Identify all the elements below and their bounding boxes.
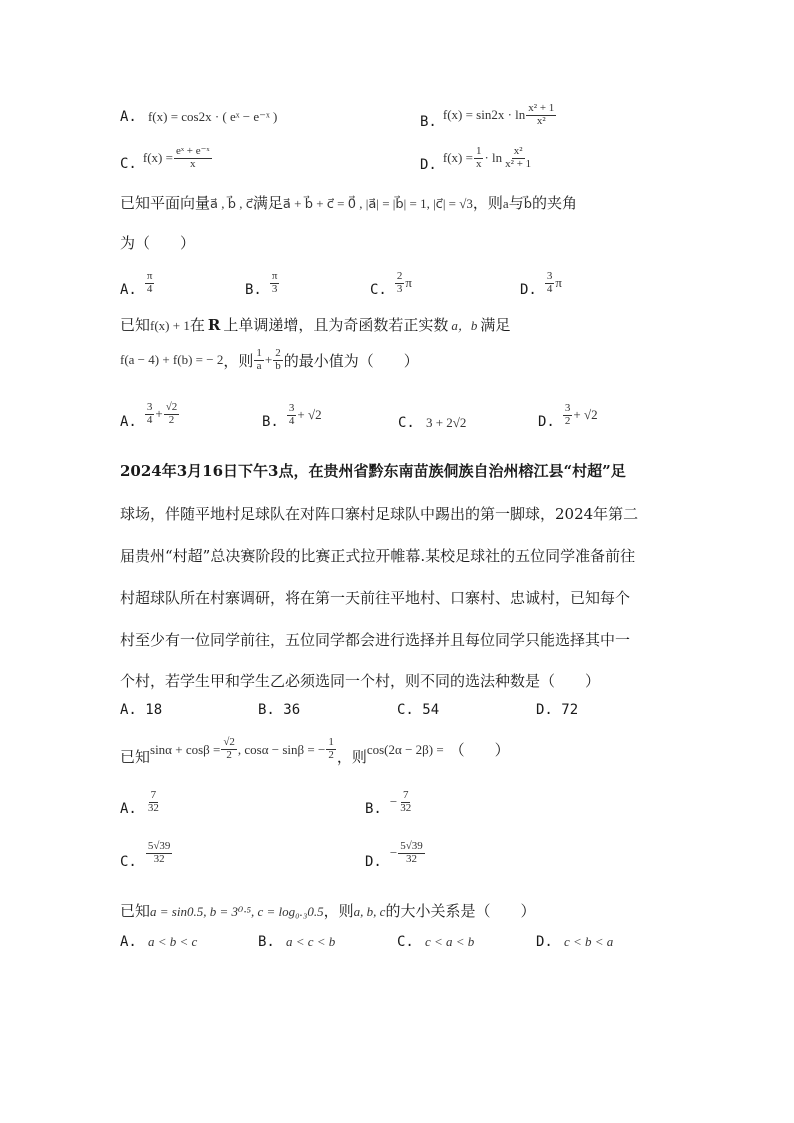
q6-option-a xyxy=(120,931,197,950)
q3-option-a xyxy=(120,398,180,430)
q6-option-b xyxy=(258,931,335,950)
fraction-denominator: 32 xyxy=(400,801,412,814)
option-math-prefix: f(x) = xyxy=(442,150,473,165)
fraction-denominator: x² + 1 xyxy=(505,157,532,170)
stem-math: a⃗ + b⃗ + c⃗ = 0⃗ , |a⃗| = |b⃗| = 1, |c⃗| = √3 xyxy=(282,196,473,211)
option-label: C. xyxy=(120,156,137,172)
stem-fraction xyxy=(273,348,283,372)
fraction-denominator: 4 xyxy=(288,414,295,427)
fraction-numerator: 5√39 xyxy=(147,839,171,852)
stem-math: a⃗ , b⃗ , c⃗ xyxy=(210,196,253,211)
q3-stem-line2 xyxy=(120,348,419,372)
fraction-denominator: 32 xyxy=(147,801,159,814)
q6-option-c xyxy=(397,931,474,950)
q4-stem-line1: 2024年3月16日下午3点，在贵州省黔东南苗族侗族自治州榕江县“村超”足 xyxy=(120,462,626,480)
option-label: A. xyxy=(120,414,137,430)
stem-text: 已知 xyxy=(120,748,151,766)
option-label: C. xyxy=(370,282,387,298)
option-math: c < b < a xyxy=(563,934,614,949)
fraction-numerator: 3 xyxy=(288,401,295,414)
option-fraction xyxy=(164,402,180,426)
q4-stem-line2: 球场，伴随平地村足球队在对阵口寨村足球队中踢出的第一脚球，2024年第二 xyxy=(120,505,639,523)
q6-stem xyxy=(120,900,535,921)
stem-text: 在 xyxy=(189,316,205,334)
stem-text: 满足 xyxy=(252,194,283,212)
stem-text: 满足 xyxy=(480,316,511,334)
option-label: A. xyxy=(120,282,137,298)
fraction-denominator: 2 xyxy=(226,749,232,761)
q4-option-d xyxy=(536,702,578,718)
fraction-denominator: 32 xyxy=(405,852,417,865)
q2-stem-line2: 为（ ） xyxy=(120,234,196,252)
stem-fraction xyxy=(221,737,237,761)
fraction-denominator: 4 xyxy=(146,413,153,426)
stem-text: 已知 xyxy=(120,316,151,334)
q5-stem xyxy=(120,732,510,767)
fraction-numerator: 1 xyxy=(475,144,482,157)
option-fraction xyxy=(145,402,155,426)
stem-text: ，则 xyxy=(336,748,367,766)
option-fraction xyxy=(503,146,533,170)
q5-option-a xyxy=(120,787,162,817)
option-math: a < b < c xyxy=(147,934,198,949)
option-math: f(x) = cos2x · ( eˣ − e⁻ˣ ) xyxy=(147,109,278,124)
q1-option-c xyxy=(120,144,213,172)
option-suffix: π xyxy=(555,275,562,290)
option-label: D. xyxy=(536,702,553,718)
stem-fraction xyxy=(326,737,336,761)
q4-stem-line4: 村超球队所在村寨调研，将在第一天前往平地村、口寨村、忠诚村，已知每个 xyxy=(120,589,631,607)
fraction-denominator: 3 xyxy=(396,282,403,295)
fraction-numerator: 1 xyxy=(256,347,262,359)
q5-option-d xyxy=(365,836,426,870)
fraction-denominator: 4 xyxy=(546,282,553,295)
option-fraction xyxy=(270,271,280,295)
option-value: 18 xyxy=(145,702,163,718)
fraction-numerator: eˣ + e⁻ˣ xyxy=(175,144,210,157)
option-label: C. xyxy=(397,702,414,718)
stem-math: R xyxy=(207,316,221,334)
option-label: B. xyxy=(262,414,279,430)
option-math-prefix: f(x) = xyxy=(142,150,173,165)
stem-math: sinα + cosβ = xyxy=(150,741,221,757)
q1-option-d xyxy=(420,143,534,173)
stem-math: , cosα − sinβ = − xyxy=(237,741,326,757)
stem-math: a, b, c xyxy=(353,904,386,919)
q3-option-c xyxy=(398,412,466,431)
stem-math: cos(2α − 2β) = xyxy=(366,741,444,757)
q3-option-d xyxy=(538,400,598,430)
stem-math: b⃗ xyxy=(523,196,532,211)
option-fraction xyxy=(146,790,161,814)
option-sign: − xyxy=(389,845,398,860)
fraction-denominator: x xyxy=(475,157,482,170)
q2-stem-line1 xyxy=(120,192,577,213)
option-label: D. xyxy=(420,157,437,173)
stem-text: ，则 xyxy=(323,902,354,920)
fraction-numerator: π xyxy=(146,269,153,282)
q2-option-d xyxy=(520,268,562,298)
option-fraction xyxy=(146,841,173,865)
option-label: B. xyxy=(245,282,262,298)
option-math: 3 + 2√2 xyxy=(425,415,467,430)
q5-option-b xyxy=(365,787,414,817)
fraction-denominator: 2 xyxy=(564,414,571,427)
option-label: D. xyxy=(520,282,537,298)
fraction-denominator: x² xyxy=(536,114,546,127)
option-label: A. xyxy=(120,702,137,718)
stem-text: 的夹角 xyxy=(531,194,577,212)
option-math: c < a < b xyxy=(424,934,475,949)
option-math: a < c < b xyxy=(285,934,336,949)
fraction-numerator: 3 xyxy=(546,269,553,282)
option-label: D. xyxy=(538,414,555,430)
fraction-numerator: √2 xyxy=(223,736,235,749)
option-sign: − xyxy=(389,794,398,809)
option-label: C. xyxy=(398,415,415,431)
option-label: B. xyxy=(258,934,275,950)
fraction-numerator: x² xyxy=(513,144,523,157)
option-fraction xyxy=(563,403,573,427)
fraction-denominator: b xyxy=(275,359,281,372)
q1-option-a xyxy=(120,106,277,125)
stem-text: ，则 xyxy=(472,194,503,212)
fraction-denominator: 4 xyxy=(146,282,153,295)
fraction-denominator: 32 xyxy=(153,852,165,865)
option-math: + xyxy=(155,406,163,421)
fraction-numerator: 3 xyxy=(564,401,571,414)
q2-option-a xyxy=(120,268,155,298)
option-fraction xyxy=(474,146,484,170)
fraction-denominator: 3 xyxy=(271,282,278,295)
stem-math: a xyxy=(502,196,509,211)
fraction-numerator: 3 xyxy=(146,400,153,413)
q4-stem-line3: 届贵州“村超”总决赛阶段的比赛正式拉开帷幕.某校足球社的五位同学准备前往 xyxy=(120,547,636,565)
stem-math: f(a − 4) + f(b) = − 2 xyxy=(120,352,224,368)
q2-option-c xyxy=(370,268,412,298)
option-label: A. xyxy=(120,109,137,125)
option-label: A. xyxy=(120,934,137,950)
option-fraction xyxy=(545,271,555,295)
option-label: B. xyxy=(420,114,437,130)
option-math: + √2 xyxy=(573,407,598,422)
fraction-numerator: 7 xyxy=(150,788,157,801)
fraction-numerator: π xyxy=(271,269,278,282)
stem-math: f(x) + 1 xyxy=(150,318,190,333)
option-label: A. xyxy=(120,801,137,817)
stem-text: 上单调递增，且为奇函数若正实数 xyxy=(223,316,449,334)
option-value: 54 xyxy=(422,702,440,718)
fraction-numerator: 2 xyxy=(275,347,281,359)
option-label: C. xyxy=(120,854,137,870)
option-fraction xyxy=(526,103,556,127)
q4-option-a xyxy=(120,702,162,718)
q6-option-d xyxy=(536,931,613,950)
option-fraction xyxy=(398,790,413,814)
q5-option-c xyxy=(120,836,173,870)
option-fraction xyxy=(174,146,212,170)
option-suffix: π xyxy=(405,275,412,290)
q3-option-b xyxy=(262,400,322,430)
fraction-numerator: 2 xyxy=(396,269,403,282)
q4-option-b xyxy=(258,702,300,718)
stem-fraction xyxy=(254,348,264,372)
fraction-numerator: x² + 1 xyxy=(528,101,555,114)
q4-option-c xyxy=(397,702,439,718)
option-fraction xyxy=(145,271,155,295)
stem-math: a，b xyxy=(451,318,478,333)
stem-text: 的最小值为（ ） xyxy=(283,351,419,370)
option-value: 72 xyxy=(561,702,579,718)
fraction-numerator: √2 xyxy=(165,400,178,413)
q4-stem-line6: 个村，若学生甲和学生乙必须选同一个村，则不同的选法种数是（ ） xyxy=(120,672,601,690)
option-label: C. xyxy=(397,934,414,950)
fraction-numerator: 1 xyxy=(328,736,334,749)
stem-text: 已知 xyxy=(120,902,151,920)
option-math-mid: · ln xyxy=(484,150,503,165)
q4-stem-line5: 村至少有一位同学前往，五位同学都会进行选择并且每位同学只能选择其中一 xyxy=(120,631,631,649)
option-value: 36 xyxy=(283,702,301,718)
stem-math: + xyxy=(264,352,273,368)
option-label: B. xyxy=(258,702,275,718)
option-label: D. xyxy=(365,854,382,870)
fraction-denominator: a xyxy=(256,359,262,372)
fraction-denominator: 2 xyxy=(168,413,175,426)
stem-math: a = sin0.5, b = 3⁰·⁵, c = log₀.₃0.5 xyxy=(150,904,324,919)
stem-text: 的大小关系是（ ） xyxy=(385,902,536,920)
fraction-denominator: 2 xyxy=(328,749,334,761)
fraction-numerator: 7 xyxy=(402,788,409,801)
q3-stem-line1 xyxy=(120,314,510,335)
stem-text: 与 xyxy=(508,194,524,212)
option-math-prefix: f(x) = sin2x · ln xyxy=(442,107,526,122)
option-fraction xyxy=(287,403,297,427)
fraction-denominator: x xyxy=(190,157,196,170)
option-fraction xyxy=(398,841,425,865)
stem-text: （ ） xyxy=(449,741,510,759)
option-fraction xyxy=(395,271,405,295)
option-math: + √2 xyxy=(297,407,322,422)
fraction-numerator: 5√39 xyxy=(400,839,423,852)
stem-text: ，则 xyxy=(223,351,254,370)
q2-option-b xyxy=(245,268,280,298)
option-label: B. xyxy=(365,801,382,817)
q1-option-b xyxy=(420,100,557,130)
stem-text: 已知平面向量 xyxy=(120,194,211,212)
option-label: D. xyxy=(536,934,553,950)
